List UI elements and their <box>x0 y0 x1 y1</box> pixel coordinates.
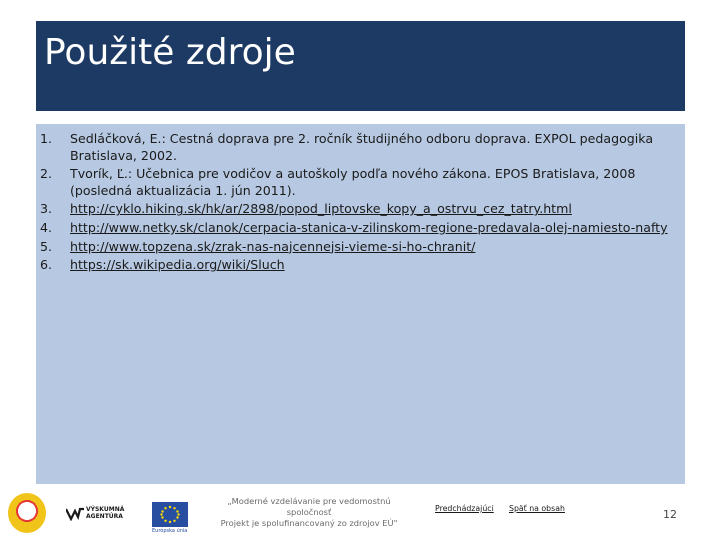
source-item <box>36 131 670 164</box>
source-number: 6. <box>40 257 53 273</box>
source-number: 3. <box>40 201 53 217</box>
source-number: 4. <box>40 219 53 235</box>
eu-flag-icon <box>152 502 188 527</box>
back-to-contents-link[interactable]: Späť na obsah <box>509 504 565 513</box>
source-text: Tvorík, Ľ.: Učebnica pre vodičov a autoškoly podľa nového zákona. EPOS Bratislava, 2008 (posledná aktualizácia 1. jún 2011). <box>70 166 636 198</box>
source-item <box>36 239 670 256</box>
sources-content-box <box>36 124 685 484</box>
page-number: 12 <box>663 508 677 521</box>
source-item <box>36 220 670 237</box>
motto-line-2: Projekt je spolufinancovaný zo zdrojov EÚ" <box>220 518 398 528</box>
source-link[interactable]: http://www.netky.sk/clanok/cerpacia-stanica-v-zilinskom-regione-predavala-olej-namiesto-nafty <box>70 219 668 235</box>
school-seal-logo <box>8 493 46 533</box>
source-link[interactable]: http://www.topzena.sk/zrak-nas-najcennejsi-vieme-si-ho-chranit/ <box>70 238 476 254</box>
slide-title: Použité zdroje <box>44 32 296 73</box>
source-link[interactable]: https://sk.wikipedia.org/wiki/Sluch <box>70 257 285 273</box>
agency-name-line2: AGENTÚRA <box>86 513 123 520</box>
slide-title-bar <box>36 21 685 111</box>
motto-line-1: „Moderné vzdelávanie pre vedomostnú spoločnosť <box>227 496 391 517</box>
source-item <box>36 257 670 274</box>
agency-logo-text <box>86 506 124 520</box>
previous-slide-link[interactable]: Predchádzajúci <box>435 504 494 513</box>
source-item <box>36 166 670 199</box>
source-link[interactable]: http://cyklo.hiking.sk/hk/ar/2898/popod_liptovske_kopy_a_ostrvu_cez_tatry.html <box>70 201 572 217</box>
sources-list <box>36 131 670 276</box>
agency-logo-icon <box>66 507 84 521</box>
project-motto <box>204 496 414 529</box>
source-item <box>36 201 670 218</box>
eu-label: Európska únia <box>152 528 188 534</box>
agency-name-line1: VÝSKUMNÁ <box>86 506 125 513</box>
source-text: Sedláčková, E.: Cestná doprava pre 2. ročník študijného odboru doprava. EXPOL pedagogika Bratislava, 2002. <box>70 131 654 163</box>
source-number: 5. <box>40 238 53 254</box>
source-number: 1. <box>40 131 53 146</box>
source-number: 2. <box>40 166 53 182</box>
